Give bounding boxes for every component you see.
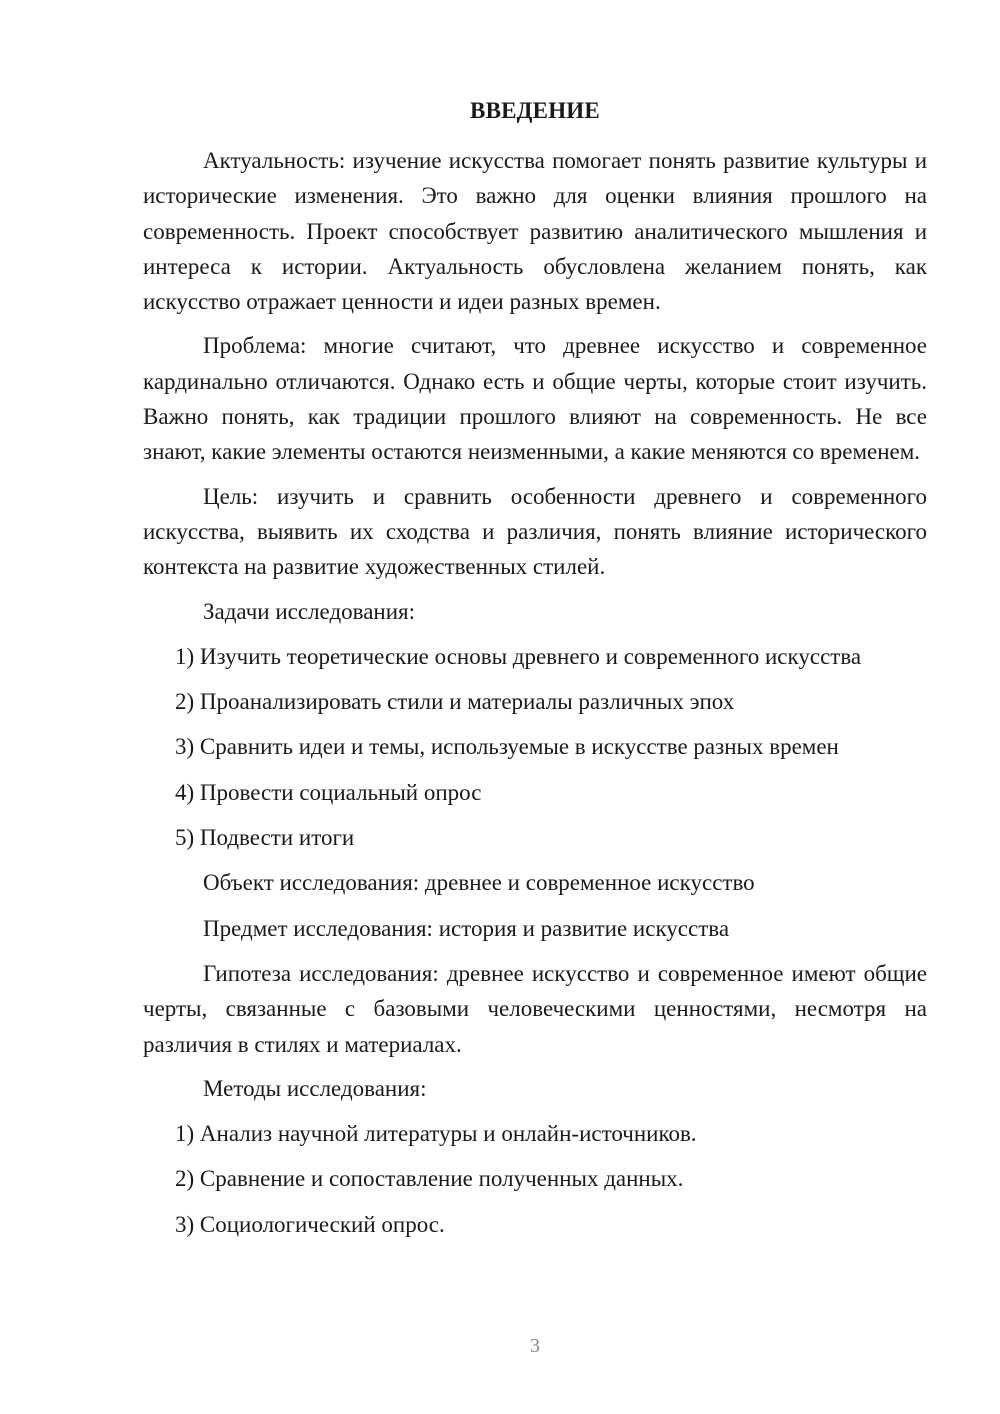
- list-item: 1) Анализ научной литературы и онлайн-источников.: [175, 1121, 697, 1147]
- research-object: Объект исследования: древнее и современное искусство: [203, 870, 755, 896]
- research-subject: Предмет исследования: история и развитие искусства: [203, 915, 730, 941]
- document-body: [143, 143, 927, 1252]
- list-item: 1) Изучить теоретические основы древнего и современного искусства: [175, 643, 862, 669]
- list-item: 5) Подвести итоги: [175, 825, 355, 851]
- page-number: 3: [530, 1335, 540, 1357]
- tasks-heading: Задачи исследования:: [203, 598, 416, 624]
- list-item: 2) Сравнение и сопоставление полученных данных.: [175, 1166, 684, 1192]
- list-item: 3) Социологический опрос.: [175, 1211, 445, 1237]
- problem-paragraph: Проблема: многие считают, что древнее искусство и современное кардинально отличаются. Однако есть и общие черты, которые стоит изучить. Важно понять, как традиции прошлого влияют на современность. Не все знают, какие элементы остаются неизменными, а какие меняются со временем.: [143, 333, 927, 465]
- methods-heading: Методы исследования:: [203, 1075, 427, 1101]
- document-page: [143, 0, 927, 1414]
- hypothesis-paragraph: Гипотеза исследования: древнее искусство и современное имеют общие черты, связанные с базовыми человеческими ценностями, несмотря на различия в стилях и материалах.: [143, 960, 927, 1057]
- list-item: 2) Проанализировать стили и материалы различных эпох: [175, 689, 735, 715]
- list-item: 4) Провести социальный опрос: [175, 779, 482, 805]
- list-item: 3) Сравнить идеи и темы, используемые в искусстве разных времен: [175, 734, 839, 760]
- methods-list: [143, 1116, 927, 1242]
- relevance-paragraph: Актуальность: изучение искусства помогает понять развитие культуры и исторические изменения. Это важно для оценки влияния прошлого на современность. Проект способствует развитию аналитического мышления и интереса к истории. Актуальность обусловлена желанием понять, как искусство отражает ценности и идеи разных времен.: [143, 148, 927, 315]
- section-title: ВВЕДЕНИЕ: [470, 98, 600, 123]
- goal-paragraph: Цель: изучить и сравнить особенности древнего и современного искусства, выявить их сходства и различия, понять влияние исторического контекста на развитие художественных стилей.: [143, 483, 927, 580]
- tasks-list: [143, 639, 927, 855]
